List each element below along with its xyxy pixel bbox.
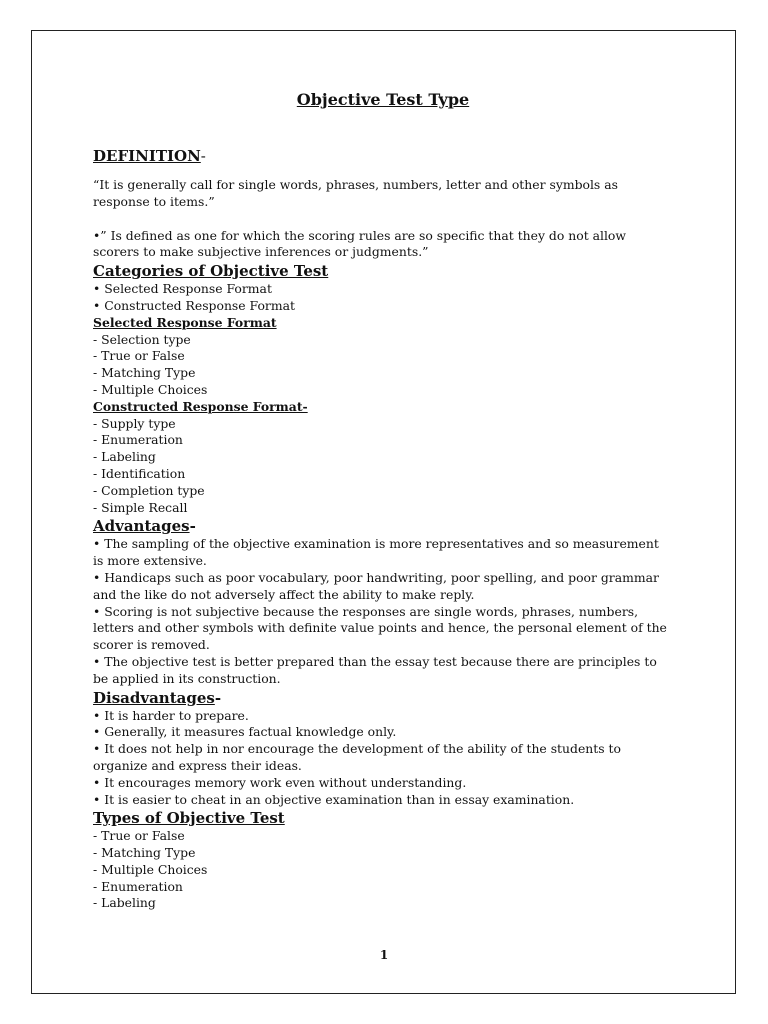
list-item: • Scoring is not subjective because the responses are single words, phrases, numbers, letters and other symbols with definite value points and hence, the personal element of the scorer is removed.	[93, 603, 667, 653]
list-item: - True or False	[93, 828, 185, 844]
definition-heading	[93, 145, 673, 167]
document-body	[93, 88, 673, 912]
advantages-list	[93, 536, 673, 687]
list-item: - True or False	[93, 348, 185, 364]
definition-paragraph-2: •” Is defined as one for which the scoring rules are so specific that they do not allow scorers to make subjective inferences or judgments.”	[93, 227, 626, 260]
list-item: • The sampling of the objective examination is more representatives and so measurement is more extensive.	[93, 536, 659, 569]
list-item: • It is easier to cheat in an objective examination than in essay examination.	[93, 791, 575, 807]
constructed-response-list	[93, 416, 673, 517]
list-item: • Generally, it measures factual knowledge only.	[93, 724, 397, 740]
list-item: - Selection type	[93, 331, 191, 347]
list-item: • Handicaps such as poor vocabulary, poor handwriting, poor spelling, and poor grammar and the like do not adversely affect the ability to make reply.	[93, 569, 659, 602]
disadvantages-heading	[93, 688, 673, 708]
page-number: 1	[379, 948, 389, 962]
list-item: • The objective test is better prepared than the essay test because there are principles to be applied in its construction.	[93, 653, 657, 686]
advantages-heading-suffix: -	[189, 517, 196, 536]
selected-response-heading: Selected Response Format	[93, 314, 277, 330]
list-item: • It is harder to prepare.	[93, 707, 249, 723]
list-item: • Constructed Response Format	[93, 297, 295, 313]
list-item: - Matching Type	[93, 365, 196, 381]
list-item: - Multiple Choices	[93, 381, 208, 397]
definition-paragraph-1: “It is generally call for single words, phrases, numbers, letter and other symbols as response to items.”	[93, 177, 618, 209]
list-item: • It encourages memory work even without understanding.	[93, 774, 467, 790]
definition-heading-suffix: -	[200, 147, 206, 165]
list-item: - Enumeration	[93, 432, 183, 448]
list-item: - Simple Recall	[93, 499, 188, 515]
list-item: - Enumeration	[93, 878, 183, 894]
list-item: • It does not help in nor encourage the development of the ability of the students to organize and express their ideas.	[93, 741, 621, 773]
definition-heading-text: DEFINITION	[93, 147, 201, 165]
list-item: - Labeling	[93, 895, 156, 911]
disadvantages-list	[93, 708, 673, 809]
list-item: - Labeling	[93, 449, 156, 465]
selected-response-list	[93, 332, 673, 399]
categories-heading	[93, 261, 673, 281]
categories-list	[93, 281, 673, 315]
disadvantages-heading-text: Disadvantages	[93, 688, 215, 707]
advantages-heading-text: Advantages	[93, 517, 190, 536]
list-item: - Matching Type	[93, 845, 196, 861]
list-item: - Identification	[93, 465, 186, 481]
list-item: - Completion type	[93, 482, 205, 498]
list-item: • Selected Response Format	[93, 281, 272, 297]
advantages-heading	[93, 516, 673, 536]
types-heading	[93, 808, 673, 828]
constructed-response-heading: Constructed Response Format-	[93, 398, 308, 414]
types-heading-text: Types of Objective Test	[93, 809, 285, 828]
page-title: Objective Test Type	[296, 90, 470, 109]
disadvantages-heading-suffix: -	[214, 688, 222, 707]
types-list	[93, 828, 673, 912]
list-item: - Supply type	[93, 415, 176, 431]
categories-heading-text: Categories of Objective Test	[93, 262, 329, 281]
list-item: - Multiple Choices	[93, 861, 208, 877]
